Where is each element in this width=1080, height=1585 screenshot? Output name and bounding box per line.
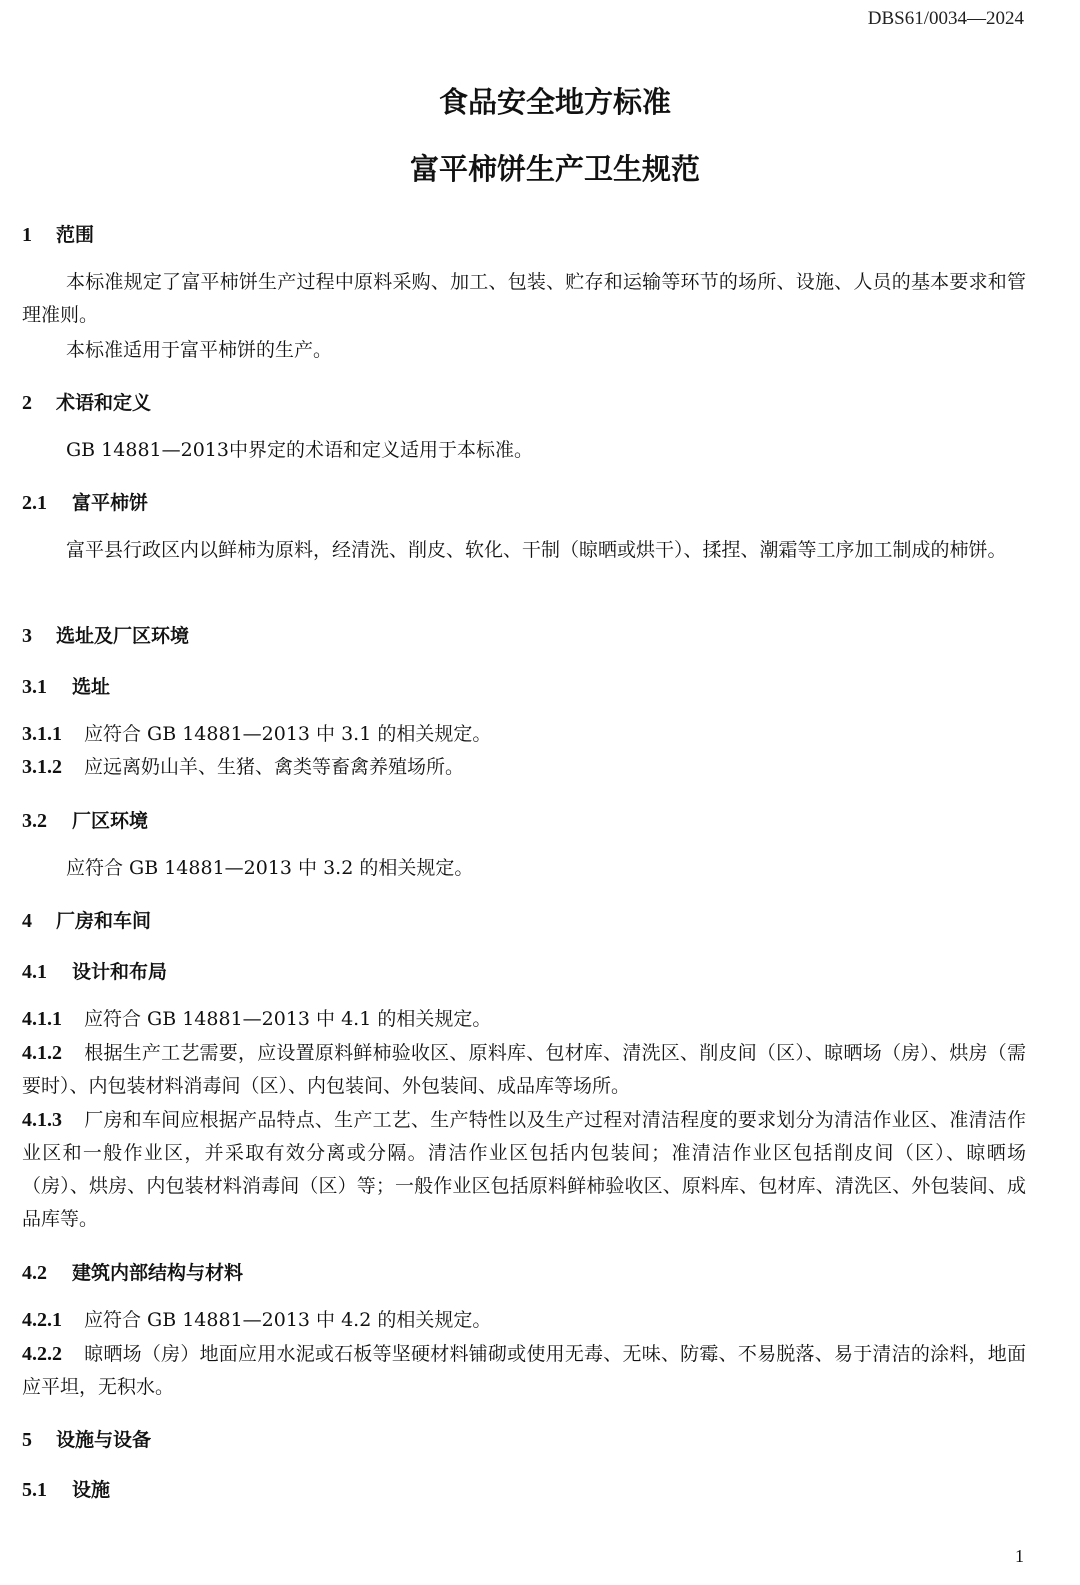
section-number: 3.1 [22,676,47,698]
section-title: 选址及厂区环境 [56,625,190,647]
section-heading-3-2 [22,806,1026,833]
document-title-line2: 富平柿饼生产卫生规范 [409,152,700,186]
section-heading-5-1 [22,1475,1026,1502]
environment-paragraph: 应符合 GB 14881—2013 中 3.2 的相关规定。 [66,857,474,879]
clause-text: 晾晒场（房）地面应用水泥或石板等坚硬材料铺砌或使用无毒、无味、防霉、不易脱落、易于清洁的涂料，地面应平坦，无积水。 [22,1343,1026,1398]
document-title-line1: 食品安全地方标准 [438,85,671,119]
section-title: 选址 [72,676,111,698]
clause-number: 4.1.2 [22,1042,62,1064]
section-number: 4 [22,910,32,932]
section-number: 2.1 [22,492,47,514]
clause-4-1-3 [22,1104,1026,1236]
clause-number: 3.1.1 [22,723,62,745]
section-number: 2 [22,392,32,414]
section-number: 5 [22,1429,32,1451]
section-number: 5.1 [22,1479,47,1501]
section-heading-4 [22,906,1026,933]
clause-text: 应远离奶山羊、生猪、禽类等畜禽养殖场所。 [84,756,465,778]
clause-number: 4.1.3 [22,1109,62,1131]
standard-code: DBS61/0034—2024 [867,8,1024,29]
clause-number: 4.2.2 [22,1343,62,1365]
section-title: 设计和布局 [72,961,168,983]
section-heading-3-1 [22,672,1026,699]
section-number: 3 [22,625,32,647]
clause-4-1-2 [22,1037,1026,1103]
section-title: 厂房和车间 [56,910,152,932]
section-title: 建筑内部结构与材料 [72,1262,244,1284]
section-number: 4.2 [22,1262,47,1284]
page-number: 1 [1015,1546,1024,1566]
clause-text: 应符合 GB 14881—2013 中 4.2 的相关规定。 [84,1309,492,1331]
section-title: 富平柿饼 [72,492,149,514]
section-heading-5 [22,1425,1026,1452]
clause-number: 4.1.1 [22,1008,62,1030]
clause-4-2-1 [22,1304,1026,1337]
section-title: 设施与设备 [56,1429,152,1451]
section-heading-2-1 [22,488,1026,515]
clause-number: 4.2.1 [22,1309,62,1331]
section-heading-2 [22,388,1026,415]
section-heading-4-1 [22,957,1026,984]
section-number: 3.2 [22,810,47,832]
section-heading-4-2 [22,1258,1026,1285]
definition-paragraph: 富平县行政区内以鲜柿为原料，经清洗、削皮、软化、干制（晾晒或烘干）、揉捏、潮霜等工序加工制成的柿饼。 [66,539,1007,561]
section-heading-1 [22,220,1026,247]
scope-paragraph-1: 本标准规定了富平柿饼生产过程中原料采购、加工、包装、贮存和运输等环节的场所、设施、人员的基本要求和管理准则。 [22,271,1026,326]
clause-3-1-1 [22,718,1026,751]
section-heading-3 [22,621,1026,648]
clause-text: 厂房和车间应根据产品特点、生产工艺、生产特性以及生产过程对清洁程度的要求划分为清洁作业区、准清洁作业区和一般作业区，并采取有效分离或分隔。清洁作业区包括内包装间；准清洁作业区包括削皮间（区）、晾晒场（房）、烘房、内包装材料消毒间（区）等；一般作业区包括原料鲜柿验收区、原料库、包材库、清洗区、外包装间、成品库等。 [22,1109,1026,1230]
section-title: 术语和定义 [56,392,152,414]
clause-4-2-2 [22,1338,1026,1404]
section-number: 1 [22,224,32,246]
section-title: 设施 [72,1479,111,1501]
section-number: 4.1 [22,961,47,983]
clause-text: 根据生产工艺需要，应设置原料鲜柿验收区、原料库、包材库、清洗区、削皮间（区）、晾晒场（房）、烘房（需要时）、内包装材料消毒间（区）、内包装间、外包装间、成品库等场所。 [22,1042,1026,1097]
section-title: 厂区环境 [72,810,149,832]
scope-paragraph-2: 本标准适用于富平柿饼的生产。 [66,339,333,361]
clause-4-1-1 [22,1003,1026,1036]
clause-text: 应符合 GB 14881—2013 中 3.1 的相关规定。 [84,723,492,745]
section-title: 范围 [56,224,95,246]
clause-number: 3.1.2 [22,756,62,778]
terms-paragraph: GB 14881—2013中界定的术语和定义适用于本标准。 [66,439,533,461]
clause-text: 应符合 GB 14881—2013 中 4.1 的相关规定。 [84,1008,492,1030]
clause-3-1-2 [22,751,1026,784]
